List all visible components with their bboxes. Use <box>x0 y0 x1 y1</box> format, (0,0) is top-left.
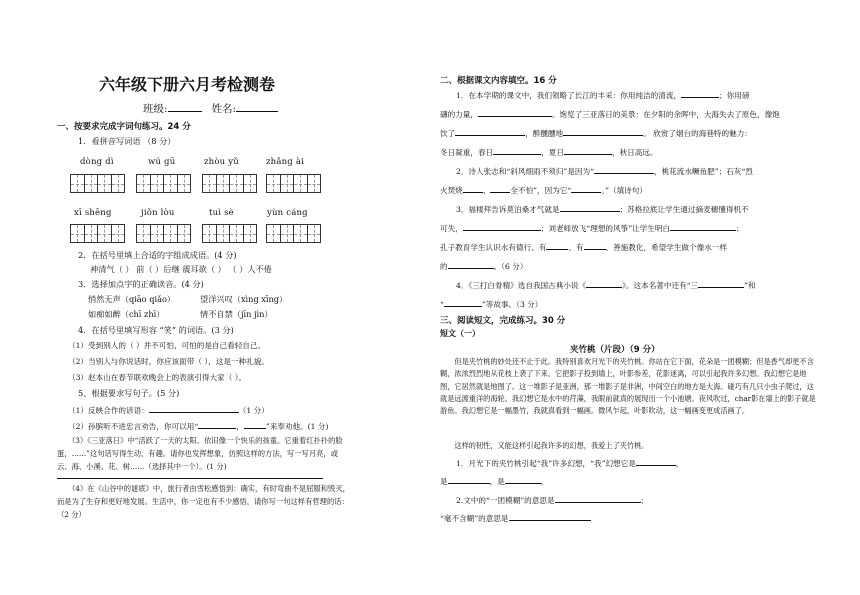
r4-blank-3[interactable] <box>444 298 482 307</box>
rq3-line <box>440 512 591 524</box>
rq2-text-a: 2.文中的“一团模糊”的意思是 <box>456 496 555 505</box>
q2-body: 神清气（ ） 前（ ）后继 震耳欲（ ） （ ）人不倦 <box>90 264 272 274</box>
char-grid-6[interactable] <box>136 224 190 243</box>
r4-blank-2[interactable] <box>698 279 744 288</box>
q2-prompt: 2．在括号里填上合适的字组成成语。(4 分) <box>78 250 237 260</box>
r1-line-2 <box>440 108 780 120</box>
rq3-text-a: “毫不含糊”的意思是 <box>440 514 509 523</box>
r3-text-g: 、有 <box>568 243 584 252</box>
r2-line-2 <box>440 184 647 196</box>
r3-text-j: 。（6 分） <box>493 262 528 271</box>
r3-text-c: 可失， <box>440 224 463 233</box>
r2-line-1 <box>456 165 753 177</box>
rq1-text-c: 是 <box>440 477 448 486</box>
rq2-text-b: ； <box>640 496 649 505</box>
rq1-line-2 <box>440 475 548 487</box>
page-title: 六年级下册六月考检测卷 <box>98 75 275 94</box>
q5-4-points: （2 分） <box>57 510 86 519</box>
r3-line-2 <box>440 222 744 234</box>
r3-text-i: 的 <box>440 262 448 271</box>
char-grid-4[interactable] <box>266 174 320 193</box>
rq1-text-a: 1．月光下的夹竹桃引起“我”许多幻想，“我”幻想它是 <box>456 459 636 468</box>
q3-b: 望洋兴叹（xìng xīng） <box>200 294 288 304</box>
r2-text-f: 。”（填诗句） <box>601 186 647 195</box>
r1-text-a: 1．在本学期的课文中，我们领略了长江的丰采：你用纯洁的清流， <box>456 91 682 100</box>
r1-blank-1[interactable] <box>681 89 719 98</box>
q5-3-line-3: 云、海、小溪、花、树……（选择其中一个）。(1 分) <box>57 462 227 471</box>
q4-3: （3）赵本山在春节联欢晚会上的表演引得大家（ ）。 <box>68 373 247 382</box>
pinyin-8: yùn cáng <box>267 208 308 218</box>
char-grid-2[interactable] <box>136 174 190 193</box>
q5-3-answer-line[interactable] <box>57 478 323 479</box>
r4-text-b: 》。这本名著中还有“三 <box>622 281 699 290</box>
rq3-blank[interactable] <box>509 512 591 521</box>
q5-3-line-2: 蛋，……”这句话写得生动、有趣。请你也发挥想象，仿照这样的方法，写一写月亮，或 <box>57 449 339 458</box>
char-grid-7[interactable] <box>202 224 256 243</box>
q5-3-line-1: （3）《三亚落日》中“活跃了一天的太阳。依旧像一个快乐的孩童。它重着红扑扑的脸 <box>68 436 343 445</box>
passage-paragraph-2: 这样的韧性，又能这样引起我许多的幻想，我爱上了夹竹桃。 <box>454 441 649 450</box>
r1-blank-5[interactable] <box>493 146 541 155</box>
r4-text-a: 4．《三打白骨精》选自我国古典小说《 <box>456 281 587 290</box>
r2-text-a: 2．诗人张志和“斜风细雨不须归”是因为“ <box>456 167 594 176</box>
student-info <box>143 101 278 116</box>
r2-blank-1[interactable] <box>594 165 654 174</box>
r1-line-1 <box>456 89 749 101</box>
q5-prompt: 5、根据要求写句子。(5 分) <box>78 388 180 398</box>
r3-line-4 <box>440 260 527 272</box>
r1-text-d: 。饱览了三亚落日的美景：在夕阳的余晖中，大海失去了原色，像饱 <box>551 110 780 119</box>
r3-blank-6[interactable] <box>448 260 494 269</box>
r1-text-j: ，秋日高远。 <box>611 148 658 157</box>
pinyin-6: jiǒn lòu <box>141 208 175 218</box>
q1-prompt: 1．看拼音写词语 （8 分） <box>78 136 176 146</box>
r2-text-c: 火焚烧 <box>440 186 463 195</box>
r4-text-d: “ <box>440 300 444 309</box>
r4-blank-1[interactable] <box>586 279 622 288</box>
name-blank[interactable] <box>236 101 278 112</box>
r3-text-h: 、善施教化，希望学生做个像水一样 <box>605 243 727 252</box>
q3-c: 如痴如醉（chī zhī） <box>88 309 165 319</box>
passage-label: 短文（一） <box>440 329 480 338</box>
q5-4-line-1: （4）在《山谷中的谜底》中，旅行者由雪松感悟到：确实，有时弯曲不是屈服和毁灭， <box>68 484 350 493</box>
passage-paragraph-1: 但是夹竹桃的妙处还不止于此。我特别喜欢月光下的夹竹桃。你站在它下面，花朵是一团模糊；但是香气却更不含糊，浓浓烈烈地从花枝上袭了下来。它把影子投到墙上，叶影参差，花影迷离，可以引起我许多幻想。我幻想它是地图，它居然就是地图了。这一堆影子是亚洲，那一堆影子是非洲，中间空白的地方是大海。碰巧有几只小虫子爬过，这就是远渡重洋的海轮。我幻想它是水中的荇藻，我眼前就真的展现出一个小池塘。夜风吹过，char影在墙上的影子就是游鱼。我幻想它是一幅墨竹，我就真看到一幅画。微风乍起，叶影吹动，这一幅画变更成活画了。 <box>440 357 816 416</box>
pinyin-5: xī shēng <box>74 208 112 218</box>
q3-prompt: 3．选择加点字的正确读音。(4 分) <box>78 279 204 289</box>
rq1-blank-1[interactable] <box>636 457 676 466</box>
r4-text-c: ”和 <box>744 281 756 290</box>
r1-blank-6[interactable] <box>564 146 612 155</box>
r1-blank-4[interactable] <box>563 127 643 136</box>
r3-text-d: ；刘老师放飞“理想的风筝”让学生明白 <box>540 224 671 233</box>
name-label: 姓名: <box>211 103 237 115</box>
q5-2 <box>68 420 328 432</box>
r3-blank-2[interactable] <box>463 222 541 231</box>
r1-text-b: ；你用磅 <box>719 91 750 100</box>
q3-a: 悄然无声（qiāo qiǎo） <box>88 294 176 304</box>
char-grid-8[interactable] <box>266 224 320 243</box>
pinyin-2: wú gū <box>148 157 176 167</box>
q5-2-tail: ”来奉劝他。(1 分) <box>265 422 329 431</box>
r4-line-2 <box>440 298 542 310</box>
r1-text-i: ，夏日 <box>541 148 564 157</box>
char-grid-1[interactable] <box>70 174 124 193</box>
r3-blank-1[interactable] <box>560 203 620 212</box>
r1-blank-2[interactable] <box>478 108 552 117</box>
char-grid-5[interactable] <box>70 224 124 243</box>
r2-text-b: ，桃花流水鳜鱼肥”；石灰“烈 <box>653 167 753 176</box>
r2-blank-3[interactable] <box>490 184 510 193</box>
r3-text-b: ；苏格拉底让学生通过摘麦穗懂得机不 <box>619 205 749 214</box>
section-2-heading: 二、根据课文内容填空。16 分 <box>440 76 557 86</box>
section-3-heading: 三、阅读短文，完成练习。30 分 <box>440 316 566 326</box>
r1-text-h: 冬日凝重，春日 <box>440 148 494 157</box>
q5-1-text: （1）反映合作的谚语： <box>68 406 149 415</box>
q3-d: 情不自禁（jīn jìn） <box>200 309 273 319</box>
r1-text-c: 礴的力量， <box>440 110 478 119</box>
pinyin-3: zhòu yǔ <box>204 157 239 167</box>
q4-prompt: 4．在括号里填写形容 “笑” 的词语。(3 分) <box>78 325 234 335</box>
r3-blank-4[interactable] <box>546 241 568 250</box>
class-blank[interactable] <box>168 101 202 112</box>
rq1-text-d: ，是 <box>489 477 505 486</box>
passage-title: 夹竹桃（片段）（9 分） <box>570 345 660 355</box>
r3-text-e: ； <box>736 224 744 233</box>
q5-2-blank-2[interactable] <box>244 420 266 429</box>
char-grid-3[interactable] <box>202 174 256 193</box>
r3-text-a: 3．福楼拜告诉莫泊桑才气就是 <box>456 205 560 214</box>
r1-line-4 <box>440 146 658 158</box>
rq1-line-1 <box>456 457 683 469</box>
rq2-blank[interactable] <box>555 494 641 503</box>
r1-text-f: ，醉醺醺地 <box>525 129 564 138</box>
rq1-blank-3[interactable] <box>505 475 541 484</box>
section-1-heading: 一、按要求完成字词句练习。24 分 <box>57 122 191 132</box>
q4-2: （2）当别人与你说话时，你应该面带（ ），这是一种礼貌。 <box>68 357 269 366</box>
q5-1-points: （1 分） <box>238 406 269 415</box>
q5-1 <box>68 404 269 416</box>
q4-1: （1）受到别人的（ ）并不可怕，可怕的是自己看轻自己。 <box>68 341 266 350</box>
q5-2-text: （2）孙膑听不进忠言劝告，你可以用“ <box>68 422 199 431</box>
r4-line-1 <box>456 279 756 291</box>
r4-text-e: ”等故事。（3 分） <box>481 300 543 309</box>
rq2-line <box>456 494 648 506</box>
r3-text-f: 孔子教育学生认识水有德行、有 <box>440 243 547 252</box>
rq1-blank-2[interactable] <box>448 475 490 484</box>
pinyin-1: dòng dì <box>80 157 114 167</box>
r1-text-e: 饮了 <box>440 129 456 138</box>
r2-text-d: 、 <box>482 186 491 195</box>
pinyin-7: tuì sè <box>209 208 234 218</box>
q5-2-comma: ， <box>236 422 244 431</box>
r3-line-3 <box>440 241 727 253</box>
r3-blank-5[interactable] <box>584 241 606 250</box>
rq1-text-b: ， <box>675 459 684 468</box>
r2-blank-4[interactable] <box>571 184 601 193</box>
rq1-text-e: 。 <box>540 477 549 486</box>
r2-text-e: 全不怕”，因为它“ <box>510 186 572 195</box>
pinyin-4: zhǎng ài <box>266 157 305 167</box>
class-label: 班级: <box>143 103 168 115</box>
r3-blank-3[interactable] <box>670 222 736 231</box>
r1-text-g: 。 欣赏了烟台的海巷特的魅力： <box>643 129 752 138</box>
r3-line-1 <box>456 203 749 215</box>
q5-4-line-2: 而是为了生存和更好地发展。生活中，你一定也有不少感悟，请你写一句这样有哲理的话： <box>57 497 349 506</box>
q5-2-blank-1[interactable] <box>198 420 236 429</box>
r1-blank-3[interactable] <box>455 127 525 136</box>
q5-1-blank[interactable] <box>149 404 239 413</box>
r1-line-3 <box>440 127 752 139</box>
r2-blank-2[interactable] <box>463 184 483 193</box>
